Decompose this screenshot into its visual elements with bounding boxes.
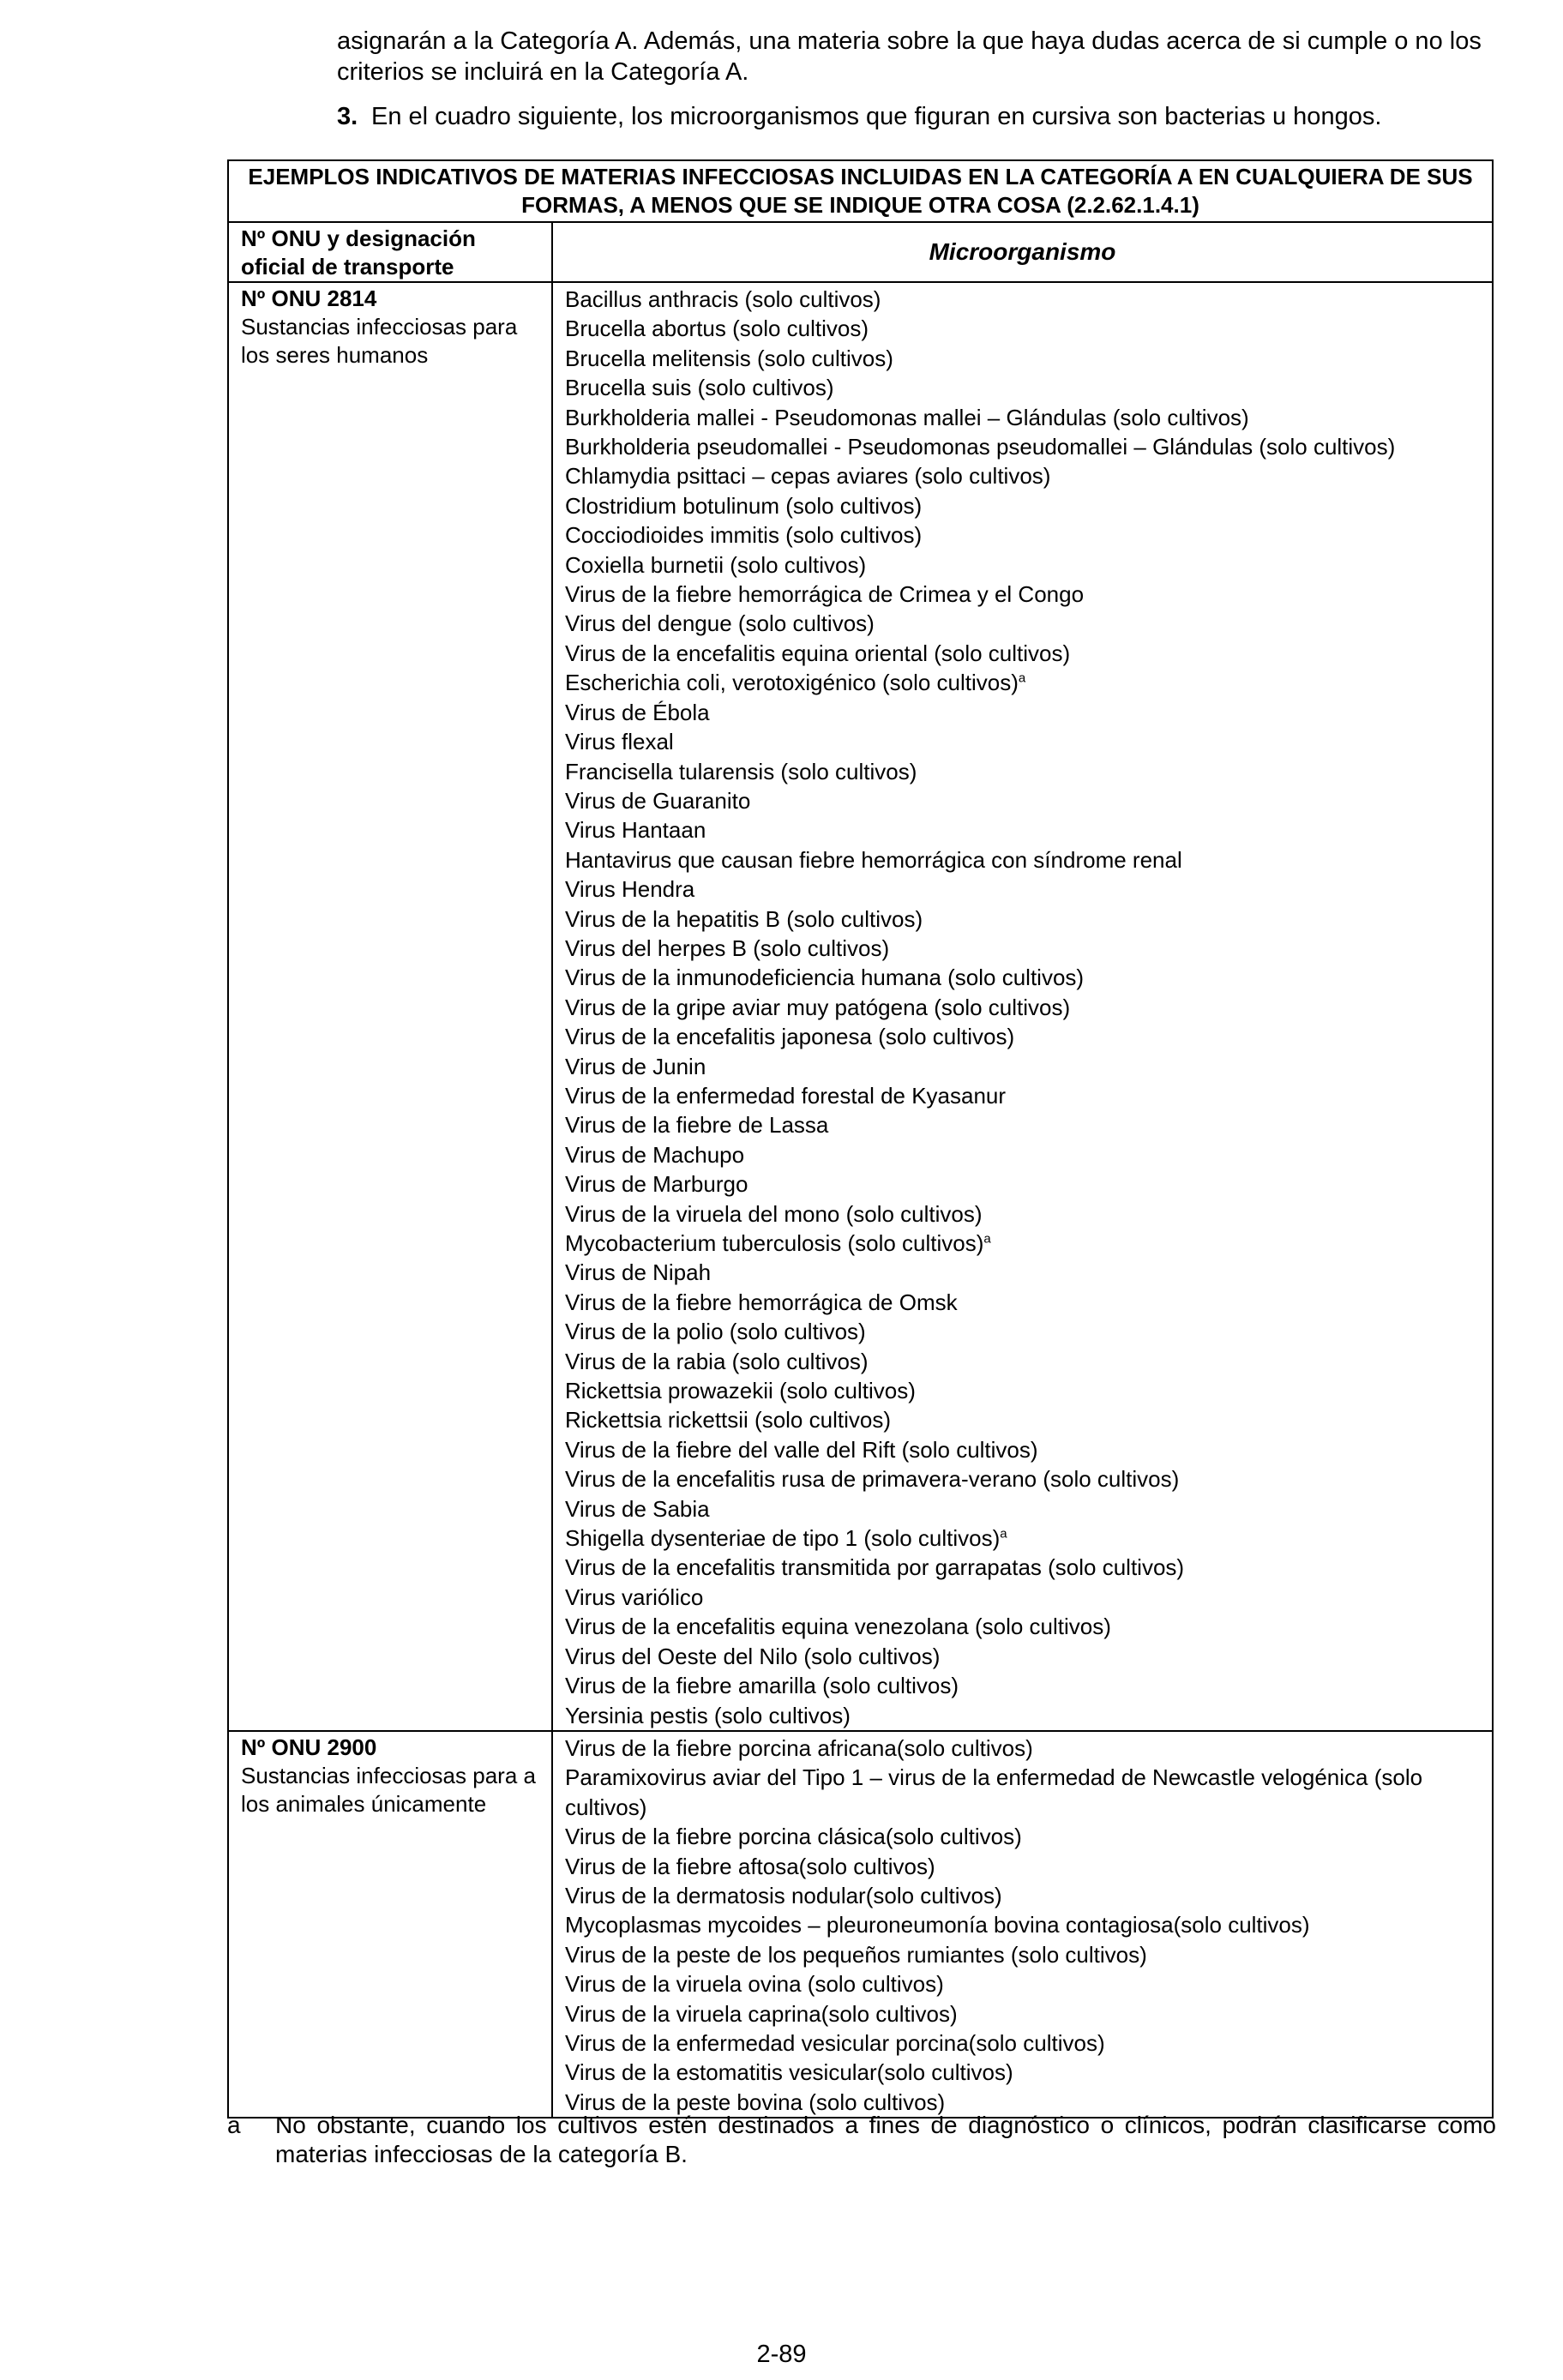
organism-name: Virus de la gripe aviar muy patógena (solo cultivos) <box>565 994 1071 1020</box>
list-item <box>565 461 1480 490</box>
organism-name: Virus de Marburgo <box>565 1171 748 1198</box>
list-item <box>565 757 1480 786</box>
list-item <box>565 698 1480 727</box>
list-item <box>565 934 1480 963</box>
organism-name: Virus de la fiebre aftosa(solo cultivos) <box>565 1853 935 1879</box>
organism-name: Virus de la enfermedad vesicular porcina(solo cultivos) <box>565 2029 1105 2056</box>
footnote-reference: a <box>983 1231 991 1247</box>
organism-name: Virus de la encefalitis rusa de primavera-verano (solo cultivos) <box>565 1466 1180 1493</box>
organism-name: Rickettsia rickettsii (solo cultivos) <box>565 1407 891 1433</box>
list-item <box>565 2028 1480 2058</box>
list-item <box>565 963 1480 992</box>
list-item <box>565 285 1480 314</box>
organism-name: Virus flexal <box>565 729 674 755</box>
list-item <box>565 993 1480 1022</box>
footnote-mark: a <box>227 2112 241 2138</box>
list-item <box>565 1347 1480 1376</box>
list-item <box>565 1999 1480 2028</box>
organism-name: Virus de la fiebre porcina africana(solo cultivos) <box>565 1734 1033 1761</box>
list-item <box>565 1376 1480 1405</box>
organism-list <box>565 283 1480 1730</box>
intro-text <box>337 26 1512 132</box>
list-item <box>565 1199 1480 1229</box>
organism-name: Burkholderia mallei - Pseudomonas mallei – Glándulas (solo cultivos) <box>565 404 1249 430</box>
table-row <box>228 282 1493 1731</box>
list-item <box>565 1022 1480 1051</box>
list-item <box>565 1734 1480 1763</box>
un-designation-cell <box>228 282 552 1731</box>
organism-name: Virus de la encefalitis japonesa (solo cultivos) <box>565 1024 1015 1050</box>
organism-name: Virus de la polio (solo cultivos) <box>565 1319 866 1345</box>
list-item <box>565 1524 1480 1553</box>
un-number: Nº ONU 2814 <box>241 285 377 311</box>
organism-name: Clostridium botulinum (solo cultivos) <box>565 492 923 519</box>
list-item <box>565 1701 1480 1730</box>
organism-cell <box>552 1731 1493 2118</box>
list-item <box>565 1494 1480 1524</box>
organism-name: Virus de la fiebre del valle del Rift (solo cultivos) <box>565 1436 1038 1463</box>
un-designation: Sustancias infecciosas para a los animales únicamente <box>241 1762 536 1817</box>
organism-name: Brucella suis (solo cultivos) <box>565 375 834 401</box>
footnote-reference: a <box>1018 670 1026 686</box>
organism-name: Virus de la hepatitis B (solo cultivos) <box>565 905 923 932</box>
list-item <box>565 845 1480 874</box>
organism-name: Paramixovirus aviar del Tipo 1 – virus de la enfermedad de Newcastle velogénica (solo cultivos) <box>565 1764 1423 1820</box>
list-item <box>565 1612 1480 1641</box>
list-item <box>565 1317 1480 1346</box>
continuation-paragraph: asignarán a la Categoría A. Además, una materia sobre la que haya dudas acerca de si cumple o no los criterios se incluirá en la Categoría A. <box>337 27 1482 86</box>
numbered-item-3 <box>337 101 1512 132</box>
organism-name: Virus de la rabia (solo cultivos) <box>565 1348 869 1374</box>
organism-name: Mycobacterium tuberculosis (solo cultivos) <box>565 1230 984 1256</box>
list-item <box>565 815 1480 844</box>
organism-name: Virus de Ébola <box>565 699 710 725</box>
organism-name: Virus del Oeste del Nilo (solo cultivos) <box>565 1643 941 1669</box>
organism-name: Virus de la estomatitis vesicular(solo cultivos) <box>565 2059 1013 2086</box>
organism-name: Virus de la encefalitis equina venezolana (solo cultivos) <box>565 1614 1111 1640</box>
organism-name: Brucella abortus (solo cultivos) <box>565 316 869 342</box>
table-title: EJEMPLOS INDICATIVOS DE MATERIAS INFECCIOSAS INCLUIDAS EN LA CATEGORÍA A EN CUALQUIERA DE SUS FORMAS, A MENOS QUE SE INDIQUE OTRA COSA (2.2.62.1.4.1) <box>228 160 1493 222</box>
list-item <box>565 1910 1480 1939</box>
table-header-row <box>228 222 1493 282</box>
list-item <box>565 1583 1480 1612</box>
organism-name: Virus variólico <box>565 1584 704 1610</box>
organism-name: Virus Hantaan <box>565 817 706 844</box>
list-item <box>565 1763 1480 1822</box>
organism-name: Virus de la inmunodeficiencia humana (solo cultivos) <box>565 965 1085 991</box>
list-item <box>565 609 1480 638</box>
organism-name: Virus de la viruela caprina(solo cultivos) <box>565 2000 958 2027</box>
list-item <box>565 1940 1480 1969</box>
list-item <box>565 1110 1480 1139</box>
organism-name: Virus del herpes B (solo cultivos) <box>565 935 890 961</box>
item-number: 3. <box>337 103 358 130</box>
un-number: Nº ONU 2900 <box>241 1734 377 1760</box>
list-item <box>565 580 1480 609</box>
list-item <box>565 1553 1480 1582</box>
column-header-microorganism: Microorganismo <box>552 222 1493 282</box>
organism-name: Virus de la peste de los pequeños rumiantes (solo cultivos) <box>565 1941 1147 1968</box>
list-item <box>565 2058 1480 2087</box>
organism-name: Virus de Junin <box>565 1053 706 1079</box>
list-item <box>565 1052 1480 1081</box>
organism-name: Virus de la viruela ovina (solo cultivos) <box>565 1971 944 1998</box>
list-item <box>565 520 1480 550</box>
list-item <box>565 491 1480 520</box>
list-item <box>565 550 1480 580</box>
organism-name: Virus de Nipah <box>565 1259 712 1286</box>
organism-name: Mycoplasmas mycoides – pleuroneumonía bovina contagiosa(solo cultivos) <box>565 1912 1310 1938</box>
list-item <box>565 1881 1480 1910</box>
list-item <box>565 639 1480 668</box>
organism-name: Hantavirus que causan fiebre hemorrágica con síndrome renal <box>565 846 1182 873</box>
organism-name: Virus de la fiebre hemorrágica de Omsk <box>565 1289 958 1315</box>
organism-name: Chlamydia psittaci – cepas aviares (solo cultivos) <box>565 463 1051 490</box>
organism-name: Virus de Guaranito <box>565 787 751 814</box>
list-item <box>565 1169 1480 1199</box>
infectious-substances-table <box>227 159 1494 2119</box>
organism-name: Virus de la fiebre hemorrágica de Crimea y el Congo <box>565 581 1085 608</box>
list-item <box>565 1405 1480 1434</box>
organism-name: Virus de la peste bovina (solo cultivos) <box>565 2089 946 2115</box>
list-item <box>565 786 1480 815</box>
list-item <box>565 1464 1480 1494</box>
organism-list <box>565 1732 1480 2117</box>
list-item <box>565 432 1480 461</box>
organism-name: Virus de la viruela del mono (solo cultivos) <box>565 1200 983 1227</box>
list-item <box>565 403 1480 432</box>
list-item <box>565 1822 1480 1851</box>
list-item <box>565 1140 1480 1169</box>
organism-name: Coxiella burnetii (solo cultivos) <box>565 551 867 578</box>
organism-name: Virus Hendra <box>565 876 695 903</box>
table-title-row <box>228 160 1493 222</box>
footnote-text: No obstante, cuando los cultivos estén destinados a fines de diagnóstico o clínicos, podrán clasificarse como materias infecciosas de la categoría B. <box>275 2112 1496 2167</box>
list-item <box>565 727 1480 756</box>
list-item <box>565 373 1480 402</box>
page-number: 2-89 <box>756 2341 807 2368</box>
column-header-un: Nº ONU y designación oficial de transporte <box>228 222 552 282</box>
organism-name: Burkholderia pseudomallei - Pseudomonas pseudomallei – Glándulas (solo cultivos) <box>565 434 1396 460</box>
list-item <box>565 668 1480 697</box>
organism-name: Virus de Machupo <box>565 1141 745 1168</box>
list-item <box>565 1288 1480 1317</box>
organism-name: Shigella dysenteriae de tipo 1 (solo cultivos) <box>565 1525 1001 1552</box>
table-row <box>228 1731 1493 2118</box>
footnote-reference: a <box>1000 1526 1007 1542</box>
organism-name: Virus de la fiebre amarilla (solo cultivos) <box>565 1673 959 1699</box>
organism-name: Virus de la fiebre porcina clásica(solo cultivos) <box>565 1824 1022 1850</box>
organism-name: Rickettsia prowazekii (solo cultivos) <box>565 1378 916 1404</box>
list-item <box>565 1229 1480 1258</box>
organism-cell <box>552 282 1493 1731</box>
un-designation-cell <box>228 1731 552 2118</box>
organism-name: Yersinia pestis (solo cultivos) <box>565 1702 851 1728</box>
list-item <box>565 1852 1480 1881</box>
list-item <box>565 344 1480 373</box>
list-item <box>565 1081 1480 1110</box>
organism-name: Francisella tularensis (solo cultivos) <box>565 758 917 784</box>
un-designation: Sustancias infecciosas para los seres humanos <box>241 314 518 368</box>
organism-name: Virus de la enfermedad forestal de Kyasanur <box>565 1082 1007 1109</box>
list-item <box>565 905 1480 934</box>
organism-name: Virus de la fiebre de Lassa <box>565 1112 829 1139</box>
footnote <box>227 2111 1496 2169</box>
organism-name: Virus de Sabia <box>565 1495 710 1522</box>
organism-name: Virus de la encefalitis equina oriental (solo cultivos) <box>565 640 1071 666</box>
list-item <box>565 874 1480 904</box>
organism-name: Cocciodioides immitis (solo cultivos) <box>565 522 923 549</box>
organism-name: Escherichia coli, verotoxigénico (solo cultivos) <box>565 670 1019 696</box>
organism-name: Virus de la encefalitis transmitida por garrapatas (solo cultivos) <box>565 1554 1185 1581</box>
list-item <box>565 1969 1480 1998</box>
organism-name: Brucella melitensis (solo cultivos) <box>565 345 893 371</box>
list-item <box>565 1258 1480 1287</box>
item-text: En el cuadro siguiente, los microorganismos que figuran en cursiva son bacterias u hongos. <box>371 103 1382 130</box>
organism-name: Virus del dengue (solo cultivos) <box>565 610 875 637</box>
list-item <box>565 1435 1480 1464</box>
list-item <box>565 1642 1480 1671</box>
list-item <box>565 314 1480 343</box>
list-item <box>565 1671 1480 1700</box>
organism-name: Bacillus anthracis (solo cultivos) <box>565 286 881 312</box>
organism-name: Virus de la dermatosis nodular(solo cultivos) <box>565 1882 1002 1908</box>
